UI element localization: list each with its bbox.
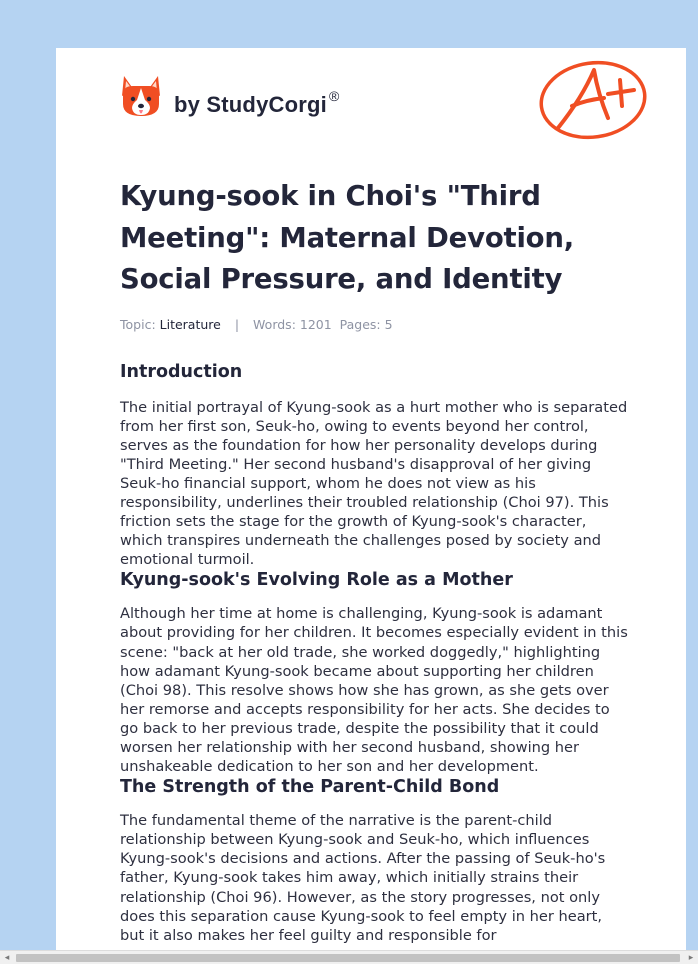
scrollbar-thumb[interactable] — [16, 954, 680, 962]
brand-text: by StudyCorgi — [174, 92, 327, 117]
section-body-parent-child-bond: The fundamental theme of the narrative is the parent-child relationship between Kyung-sook and Seuk-ho, which influences Kyung-sook's decisions and actions. After the passing of Seuk-ho's father, Kyung-sook takes him away, which initially strains their relationship (Choi 96). However, as the story progresses, not only does this separation cause Kyung-sook to feel empty in her heart, but it also makes her feel guilty and responsible for — [120, 812, 606, 944]
section-heading-parent-child-bond: The Strength of the Parent-Child Bond — [120, 777, 500, 798]
section-body-evolving-role: Although her time at home is challenging, Kyung-sook is adamant about providing for her children. It becomes especially evident in this scene: "back at her old trade, she worked doggedly," highlighting how adamant Kyung-sook became about supporting her children (Choi 98). This resolve shows how she has grown, as she gets over her remorse and accepts responsibility for her acts. She decides to go back to her previous trade, despite the possibility that it could worsen her relationship with her second husband, showing her unshakeable dedication to her son and her development. — [120, 605, 628, 776]
pages-value: 5 — [384, 316, 393, 332]
brand-name[interactable] — [174, 88, 340, 118]
scroll-right-arrow-icon[interactable]: ▸ — [688, 953, 694, 963]
article-title: Kyung-sook in Choi's "Third Meeting": Maternal Devotion, Social Pressure, and Identity — [120, 180, 575, 295]
words-value: 1201 — [299, 316, 332, 332]
corgi-icon — [120, 74, 162, 120]
pages-label: Pages: — [339, 316, 381, 332]
section-heading-evolving-role: Kyung-sook's Evolving Role as a Mother — [120, 570, 513, 591]
grade-badge — [538, 58, 650, 146]
a-plus-grade-icon — [538, 58, 650, 142]
document-page — [56, 48, 686, 950]
page-header — [56, 48, 686, 168]
meta-separator: | — [234, 316, 240, 332]
horizontal-scrollbar[interactable] — [0, 950, 698, 964]
article-meta — [120, 317, 630, 332]
topic-label: Topic: — [120, 316, 156, 332]
article-content — [120, 176, 630, 945]
words-label: Words: — [253, 316, 296, 332]
section-body-introduction: The initial portrayal of Kyung-sook as a hurt mother who is separated from her first son, Seuk-ho, owing to events beyond her control, serves as the foundation for how her personality develops during "Third Meeting." Her second husband's disapproval of her giving Seuk-ho financial support, whom he does not view as his responsibility, underlines their troubled relationship (Choi 97). This friction sets the stage for the growth of Kyung-sook's character, which transpires underneath the challenges posed by society and emotional turmoil. — [120, 398, 628, 569]
topic-link[interactable]: Literature — [159, 316, 221, 332]
registered-mark: ® — [328, 88, 340, 104]
scroll-left-arrow-icon[interactable]: ◂ — [4, 953, 10, 963]
section-heading-introduction: Introduction — [120, 361, 243, 382]
studycorgi-logo[interactable] — [120, 74, 162, 120]
